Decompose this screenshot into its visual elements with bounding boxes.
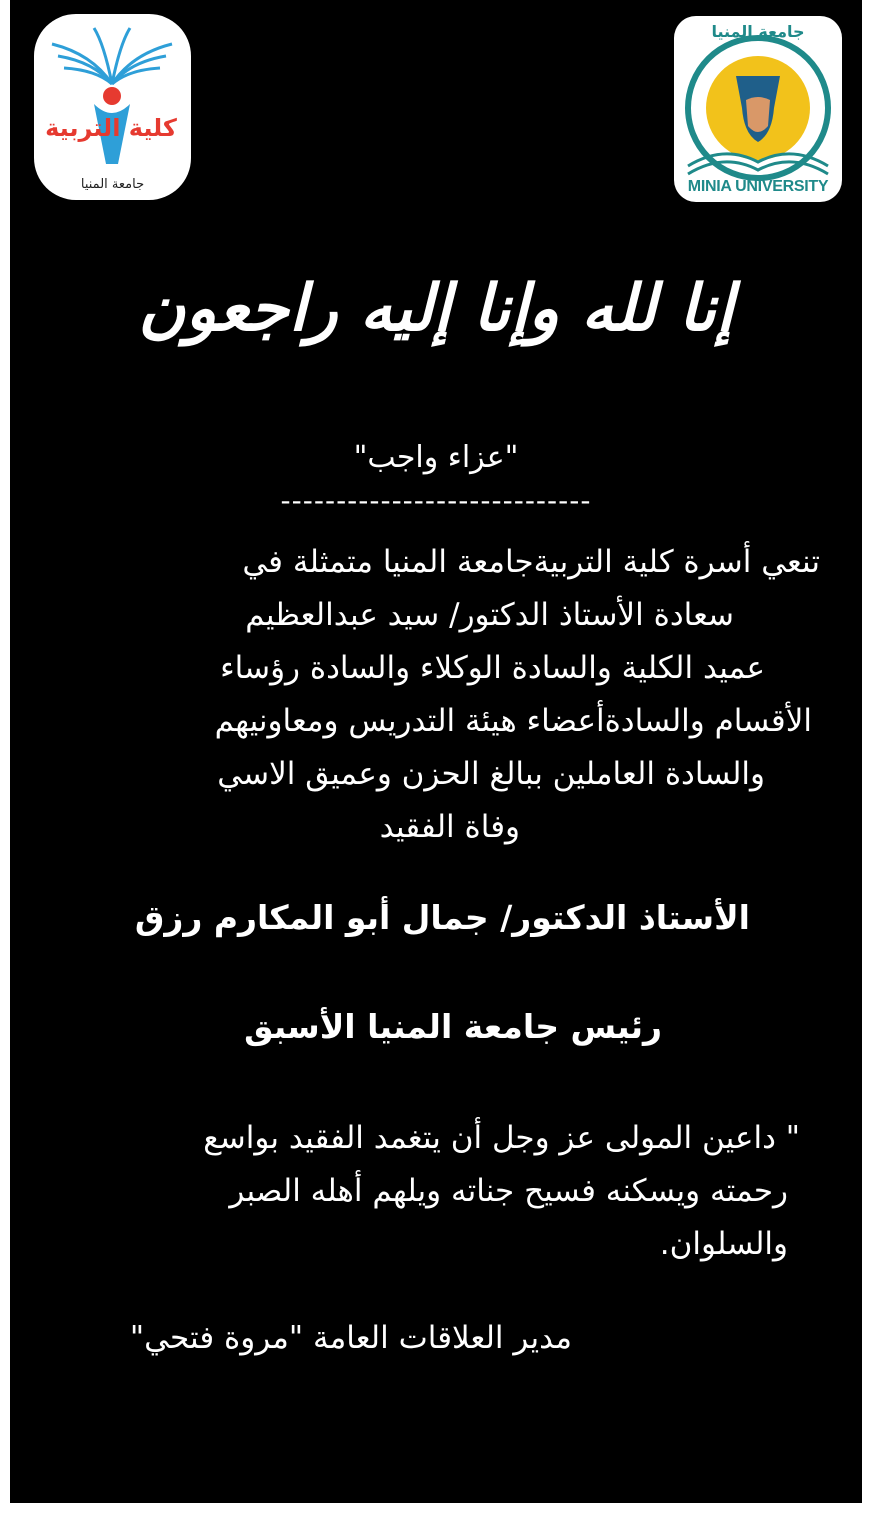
minia-logo-english-text: MINIA UNIVERSITY [687,178,829,195]
quran-verse-calligraphy: إنا لله وإنا إليه راجعون [138,271,734,346]
announcement-line: تنعي أسرة كلية التربيةجامعة المنيا متمثلة في [242,544,820,580]
faculty-of-education-logo [34,14,191,200]
announcement-line: عميد الكلية والسادة الوكلاء والسادة رؤساء [220,650,765,686]
nefertiti-emblem-icon [674,16,842,202]
condolence-card [10,0,862,1503]
announcement-line: سعادة الأستاذ الدكتور/ سيد عبدالعظيم [245,597,734,633]
deceased-name: الأستاذ الدكتور/ جمال أبو المكارم رزق [134,898,750,937]
prayer-line: رحمته ويسكنه فسيح جناته ويلهم أهله الصبر [229,1173,788,1209]
prayer-paragraph [203,1112,800,1271]
education-logo-text: كلية التربية [45,114,177,142]
announcement-line: والسادة العاملين ببالغ الحزن وعميق الاسي [217,756,765,792]
signature: مدير العلاقات العامة "مروة فتحي" [129,1320,572,1356]
deceased-title: رئيس جامعة المنيا الأسبق [244,1007,662,1046]
announcement-paragraph [215,536,820,854]
minia-university-logo [674,16,842,202]
education-logo-subtext: جامعة المنيا [80,177,145,192]
separator-line: ---------------------------- [280,484,592,517]
education-emblem-icon [34,14,191,200]
condolence-title: "عزاء واجب" [353,440,519,475]
prayer-line: " داعين المولى عز وجل أن يتغمد الفقيد بواسع [203,1120,800,1156]
announcement-line: وفاة الفقيد [379,809,520,845]
prayer-line: والسلوان. [659,1226,788,1262]
minia-logo-arabic-text: جامعة المنيا [711,22,805,41]
announcement-line: الأقسام والسادةأعضاء هيئة التدريس ومعاونيهم [214,703,812,739]
